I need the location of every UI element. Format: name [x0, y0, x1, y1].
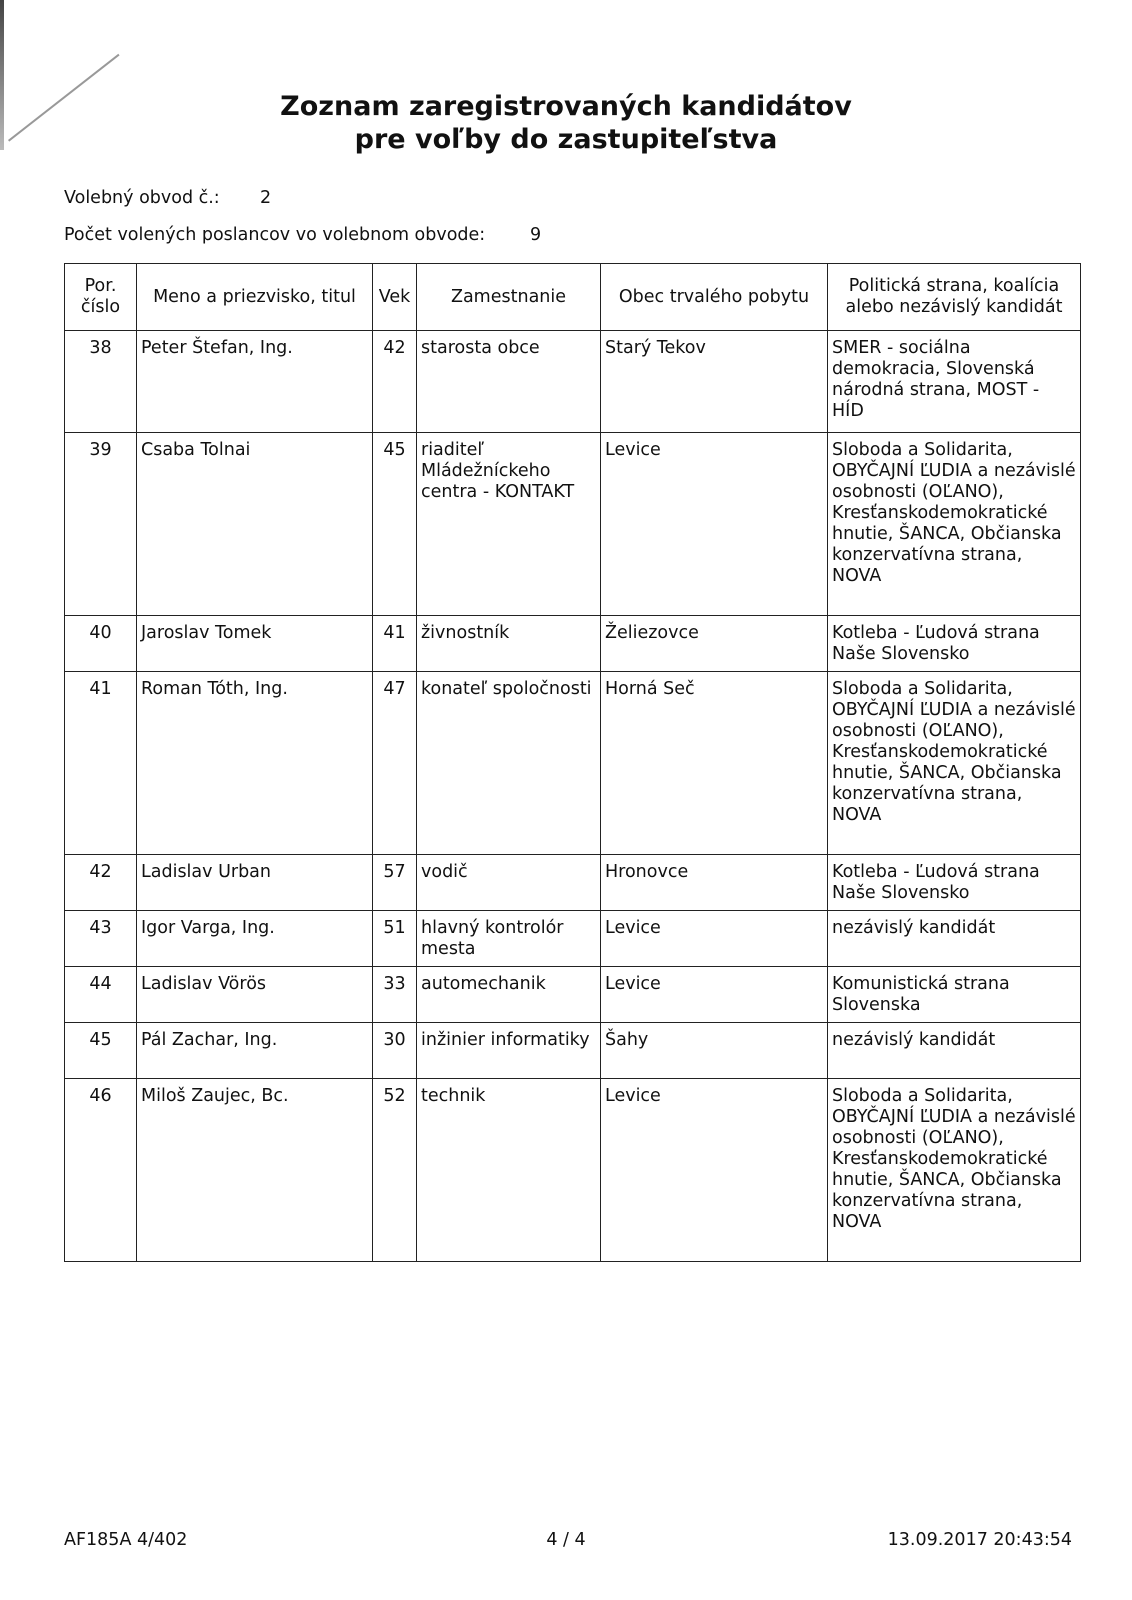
cell-number: 45 — [65, 1023, 137, 1079]
cell-party: nezávislý kandidát — [828, 911, 1081, 967]
cell-name: Ladislav Vörös — [137, 967, 373, 1023]
district-value: 2 — [260, 188, 272, 208]
cell-name: Igor Varga, Ing. — [137, 911, 373, 967]
cell-residence: Starý Tekov — [601, 331, 828, 433]
cell-residence: Levice — [601, 1079, 828, 1262]
cell-occupation: konateľ spoločnosti — [417, 672, 601, 855]
cell-age: 45 — [373, 433, 417, 616]
cell-number: 46 — [65, 1079, 137, 1262]
table-row — [65, 911, 1081, 967]
cell-occupation: hlavný kontrolór mesta — [417, 911, 601, 967]
cell-age: 30 — [373, 1023, 417, 1079]
cell-party: Sloboda a Solidarita, OBYČAJNÍ ĽUDIA a nezávislé osobnosti (OĽANO), Kresťanskodemokratické hnutie, ŠANCA, Občianska konzervatívna strana, NOVA — [828, 433, 1081, 616]
cell-occupation: automechanik — [417, 967, 601, 1023]
cell-occupation: vodič — [417, 855, 601, 911]
cell-residence: Želiezovce — [601, 616, 828, 672]
table-row — [65, 855, 1081, 911]
cell-age: 41 — [373, 616, 417, 672]
cell-residence: Levice — [601, 967, 828, 1023]
cell-age: 42 — [373, 331, 417, 433]
cell-party: nezávislý kandidát — [828, 1023, 1081, 1079]
seats-value: 9 — [530, 225, 542, 245]
cell-number: 43 — [65, 911, 137, 967]
seats-row — [64, 225, 542, 245]
cell-residence: Horná Seč — [601, 672, 828, 855]
header-name: Meno a priezvisko, titul — [137, 264, 373, 331]
district-row — [64, 188, 272, 208]
cell-name: Ladislav Urban — [137, 855, 373, 911]
header-party: Politická strana, koalícia alebo nezávislý kandidát — [828, 264, 1081, 331]
cell-name: Csaba Tolnai — [137, 433, 373, 616]
cell-residence: Levice — [601, 911, 828, 967]
cell-party: SMER - sociálna demokracia, Slovenská národná strana, MOST - HÍD — [828, 331, 1081, 433]
form-code: AF185A 4/402 — [64, 1530, 188, 1550]
table-row — [65, 331, 1081, 433]
document-title — [0, 90, 1132, 156]
seats-label: Počet volených poslancov vo volebnom obvode: — [64, 225, 486, 245]
cell-number: 38 — [65, 331, 137, 433]
header-residence: Obec trvalého pobytu — [601, 264, 828, 331]
table-row — [65, 672, 1081, 855]
cell-occupation: živnostník — [417, 616, 601, 672]
cell-occupation: riaditeľ Mládežníckeho centra - KONTAKT — [417, 433, 601, 616]
header-occupation: Zamestnanie — [417, 264, 601, 331]
cell-residence: Levice — [601, 433, 828, 616]
cell-name: Jaroslav Tomek — [137, 616, 373, 672]
cell-party: Kotleba - Ľudová strana Naše Slovensko — [828, 616, 1081, 672]
cell-residence: Hronovce — [601, 855, 828, 911]
cell-name: Miloš Zaujec, Bc. — [137, 1079, 373, 1262]
table-row — [65, 1079, 1081, 1262]
cell-party: Sloboda a Solidarita, OBYČAJNÍ ĽUDIA a nezávislé osobnosti (OĽANO), Kresťanskodemokratické hnutie, ŠANCA, Občianska konzervatívna strana, NOVA — [828, 1079, 1081, 1262]
cell-residence: Šahy — [601, 1023, 828, 1079]
cell-occupation: starosta obce — [417, 331, 601, 433]
page-number: 4 / 4 — [546, 1530, 586, 1550]
cell-name: Pál Zachar, Ing. — [137, 1023, 373, 1079]
title-line-1: Zoznam zaregistrovaných kandidátov — [280, 91, 852, 122]
cell-occupation: technik — [417, 1079, 601, 1262]
cell-age: 33 — [373, 967, 417, 1023]
cell-name: Roman Tóth, Ing. — [137, 672, 373, 855]
cell-party: Komunistická strana Slovenska — [828, 967, 1081, 1023]
cell-number: 39 — [65, 433, 137, 616]
table-row — [65, 616, 1081, 672]
title-line-2: pre voľby do zastupiteľstva — [354, 124, 778, 155]
cell-number: 44 — [65, 967, 137, 1023]
cell-age: 57 — [373, 855, 417, 911]
candidates-table — [64, 263, 1081, 1262]
table-header-row — [65, 264, 1081, 331]
cell-occupation: inžinier informatiky — [417, 1023, 601, 1079]
cell-age: 52 — [373, 1079, 417, 1262]
cell-number: 40 — [65, 616, 137, 672]
cell-age: 51 — [373, 911, 417, 967]
table-row — [65, 433, 1081, 616]
header-number: Por. číslo — [65, 264, 137, 331]
timestamp: 13.09.2017 20:43:54 — [887, 1530, 1072, 1550]
cell-number: 41 — [65, 672, 137, 855]
table-row — [65, 967, 1081, 1023]
cell-party: Kotleba - Ľudová strana Naše Slovensko — [828, 855, 1081, 911]
table-row — [65, 1023, 1081, 1079]
district-label: Volebný obvod č.: — [64, 188, 220, 208]
cell-number: 42 — [65, 855, 137, 911]
cell-party: Sloboda a Solidarita, OBYČAJNÍ ĽUDIA a nezávislé osobnosti (OĽANO), Kresťanskodemokratické hnutie, ŠANCA, Občianska konzervatívna strana, NOVA — [828, 672, 1081, 855]
header-age: Vek — [373, 264, 417, 331]
cell-name: Peter Štefan, Ing. — [137, 331, 373, 433]
cell-age: 47 — [373, 672, 417, 855]
